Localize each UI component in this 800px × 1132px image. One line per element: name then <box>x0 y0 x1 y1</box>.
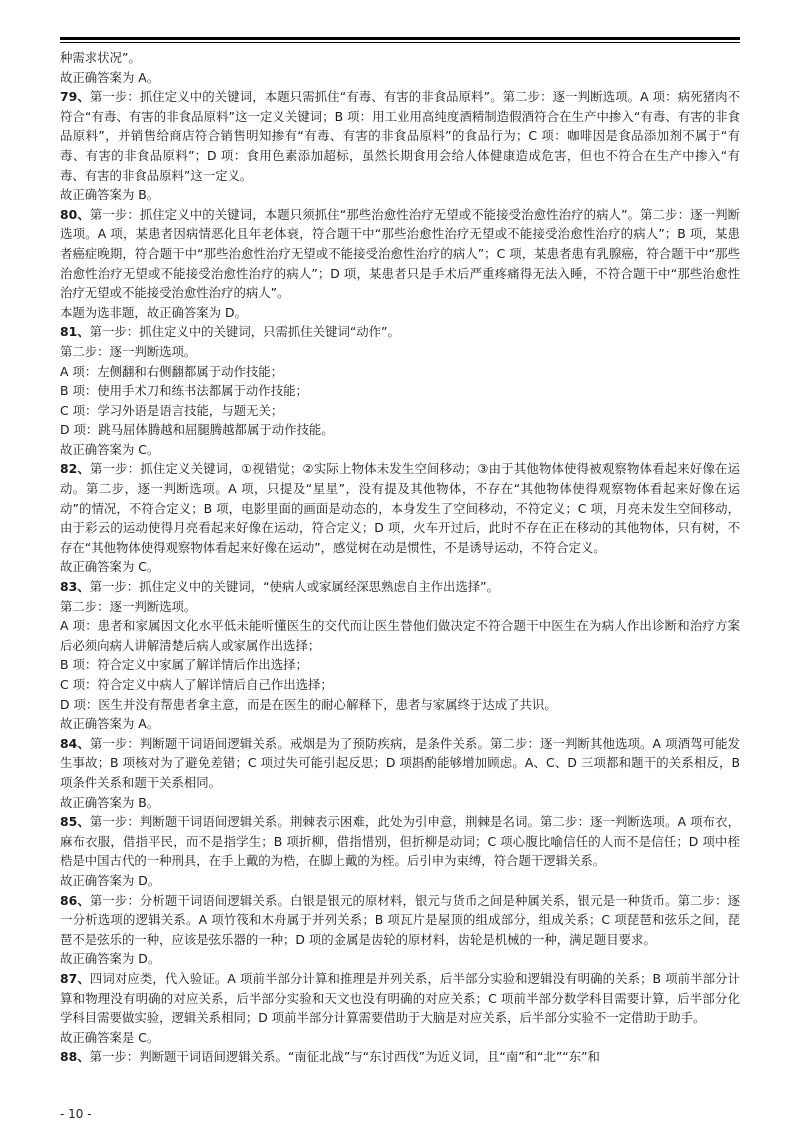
question-number: 81、 <box>60 324 90 340</box>
question-number: 86、 <box>60 892 90 908</box>
explanation-lead <box>60 459 740 557</box>
explanation-line: 第二步：逐一判断选项。 <box>60 343 197 359</box>
question-explanation <box>60 1047 740 1067</box>
explanation-line: A 项：患者和家属因文化水平低未能听懂医生的交代而让医生替他们做决定不符合题干中医生在为病人作出诊断和治疗方案后必须向病人讲解清楚后病人或家属作出选择； <box>60 618 740 653</box>
explanation-lead <box>60 969 740 1028</box>
explanation-line: A 项：左侧翻和右侧翻都属于动作技能； <box>60 363 284 379</box>
explanation-line: C 项：学习外语是语言技能，与题无关； <box>60 402 284 418</box>
question-number: 84、 <box>60 735 90 751</box>
header-rule-thick <box>60 37 740 40</box>
page-number: - 10 - <box>60 1107 92 1121</box>
question-explanation <box>60 87 740 205</box>
question-number: 88、 <box>60 1049 90 1065</box>
intro-line: 故正确答案为 A。 <box>60 69 160 85</box>
question-explanation <box>60 322 740 459</box>
explanation-line: 故正确答案是 C。 <box>60 1029 160 1045</box>
explanation-line: 本题为选非题，故正确答案为 D。 <box>60 304 247 320</box>
explanation-text: 第一步：抓住定义中的关键词，“使病人或家属经深思熟虑自主作出选择”。 <box>89 579 499 595</box>
explanation-line: 第二步：逐一判断选项。 <box>60 598 197 614</box>
question-explanation <box>60 812 740 890</box>
explanation-line: C 项：符合定义中病人了解详情后自己作出选择； <box>60 677 333 692</box>
explanation-text: 第一步：抓住定义中的关键词，本题只需抓住“有毒、有害的非食品原料”。第二步：逐一判断选项。A 项：病死猪肉不符合“有毒、有害的非食品原料”这一定义关键词；B 项：用工业用高纯度酒精制造假酒符合在生产中掺入“有毒、有害的非食品原料”，并销售给商店符合销售明知掺有“有毒、有害的非食品原料”的食品行为；C 项：咖啡因是食品添加剂不属于“有毒、有害的非食品原料”；D 项：食用色素添加超标，虽然长期食用会给人体健康造成危害，但也不符合在生产中掺入“有毒、有害的非食品原料”这一定义。 <box>60 89 740 183</box>
explanation-text: 四词对应类，代入验证。A 项前半部分计算和推理是并列关系，后半部分实验和逻辑没有明确的关系；B 项前半部分计算和物理没有明确的对应关系，后半部分实验和天文也没有明确的对应关系；C 项前半部分数学科目需要计算，后半部分化学科目需要做实验，逻辑关系相同；D 项前半部分计算需要借助于大脑是对应关系，后半部分实验不一定借助于助手。 <box>60 970 740 1026</box>
question-explanation <box>60 891 740 969</box>
question-number: 85、 <box>60 814 90 830</box>
question-number: 87、 <box>60 970 90 986</box>
explanation-line: 故正确答案为 B。 <box>60 187 160 203</box>
explanation-line: 故正确答案为 D。 <box>60 951 161 967</box>
answer-explanations <box>60 48 740 1067</box>
question-number: 82、 <box>60 461 91 477</box>
explanation-lead <box>60 322 740 342</box>
explanation-lead <box>60 1047 740 1067</box>
question-explanation <box>60 205 740 323</box>
explanation-line: 故正确答案为 C。 <box>60 441 160 457</box>
explanation-line: B 项：使用手术刀和练书法都属于动作技能； <box>60 383 308 399</box>
header-rule-thin <box>60 42 740 43</box>
explanation-line: 故正确答案为 A。 <box>60 716 160 732</box>
explanation-lead <box>60 734 740 793</box>
question-explanation <box>60 969 740 1047</box>
explanation-lead <box>60 577 740 597</box>
explanation-line: 故正确答案为 B。 <box>60 794 160 810</box>
question-number: 83、 <box>60 579 90 595</box>
question-explanation <box>60 459 740 577</box>
question-explanation <box>60 577 740 734</box>
explanation-line: D 项：医生并没有帮患者拿主意，而是在医生的耐心解释下，患者与家属终于达成了共识。 <box>60 696 557 712</box>
explanation-text: 第一步：抓住定义中的关键词，只需抓住关键词“动作”。 <box>89 324 400 340</box>
question-number: 80、 <box>60 206 90 222</box>
explanation-lead <box>60 205 740 303</box>
question-explanation <box>60 734 740 812</box>
explanation-line: D 项：跳马屈体腾越和屈腿腾越都属于动作技能。 <box>60 422 334 438</box>
explanation-line: 故正确答案为 D。 <box>60 872 161 888</box>
question-number: 79、 <box>60 89 90 105</box>
explanation-text: 第一步：判断题干词语间逻辑关系。戒烟是为了预防疾病，是条件关系。第二步：逐一判断其他选项。A 项酒驾可能发生事故；B 项核对为了避免差错；C 项过失可能引起反思；D 项斟酌能够增加顾虑。A、C、D 三项都和题干的关系相反，B 项条件关系和题干关系相同。 <box>60 735 740 790</box>
explanation-line: B 项：符合定义中家属了解详情后作出选择； <box>60 657 308 673</box>
explanation-text: 第一步：抓住定义关键词，①视错觉；②实际上物体未发生空间移动；③由于其他物体使得被观察物体看起来好像在运动。第二步，逐一判断选项。A 项，只提及“星星”，没有提及其他物体，不存在“其他物体使得观察物体看起来好像在运动”的情况，不符合定义；B 项，电影里面的画面是动态的，本身发生了空间移动，不符定义；C 项，月亮未发生空间移动，由于彩云的运动使得月亮看起来好像在运动，符合定义；D 项，火车开过后，此时不存在正在移动的其他物体，只有树，不存在“其他物体使得观察物体看起来好像在运动”，感觉树在动是惯性，不是诱导运动，不符合定义。 <box>60 461 740 555</box>
intro-line: 种需求状况”。 <box>60 50 141 65</box>
explanation-text: 第一步：抓住定义中的关键词，本题只须抓住“那些治愈性治疗无望或不能接受治愈性治疗的病人”。第二步：逐一判断选项。A 项，某患者因病情恶化且年老体衰，符合题干中“那些治愈性治疗无望或不能接受治愈性治疗的病人”；B 项，某患者癌症晚期，符合题干中“那些治愈性治疗无望或不能接受治愈性治疗的病人”；C 项，某患者患有乳腺癌，符合题干中“那些治愈性治疗无望或不能接受治愈性治疗的病人”；D 项，某患者只是手术后严重疼痛得无法入睡，不符合题干中“那些治愈性治疗无望或不能接受治愈性治疗的病人”。 <box>60 206 740 301</box>
explanation-text: 第一步：判断题干词语间逻辑关系。“南征北战”与“东讨西伐”为近义词，且“南”和“北”“东”和 <box>89 1049 600 1065</box>
explanation-text: 第一步：判断题干词语间逻辑关系。荆棘表示困难，此处为引申意，荆棘是名词。第二步：逐一判断选项。A 项布衣，麻布衣服，借指平民，而不是指学生；B 项折柳，借指惜别，但折柳是动词；C 项心腹比喻信任的人而不是信任；D 项中桎梏是中国古代的一种刑具，在手上戴的为梏，在脚上戴的为桎。后引申为束缚，符合题干逻辑关系。 <box>60 814 740 869</box>
explanation-lead <box>60 812 740 871</box>
explanation-text: 第一步：分析题干词语间逻辑关系。白银是银元的原材料，银元与货币之间是种属关系，银元是一种货币。第二步：逐一分析选项的逻辑关系。A 项竹筏和木舟属于并列关系；B 项瓦片是屋顶的组成部分，组成关系；C 项琵琶和弦乐之间，琵琶不是弦乐的一种，应该是弦乐器的一种；D 项的金属是齿轮的原材料，齿轮是机械的一种，满足题目要求。 <box>60 892 741 947</box>
explanation-lead <box>60 87 740 185</box>
explanation-line: 故正确答案为 C。 <box>60 559 160 575</box>
explanation-lead <box>60 891 740 950</box>
